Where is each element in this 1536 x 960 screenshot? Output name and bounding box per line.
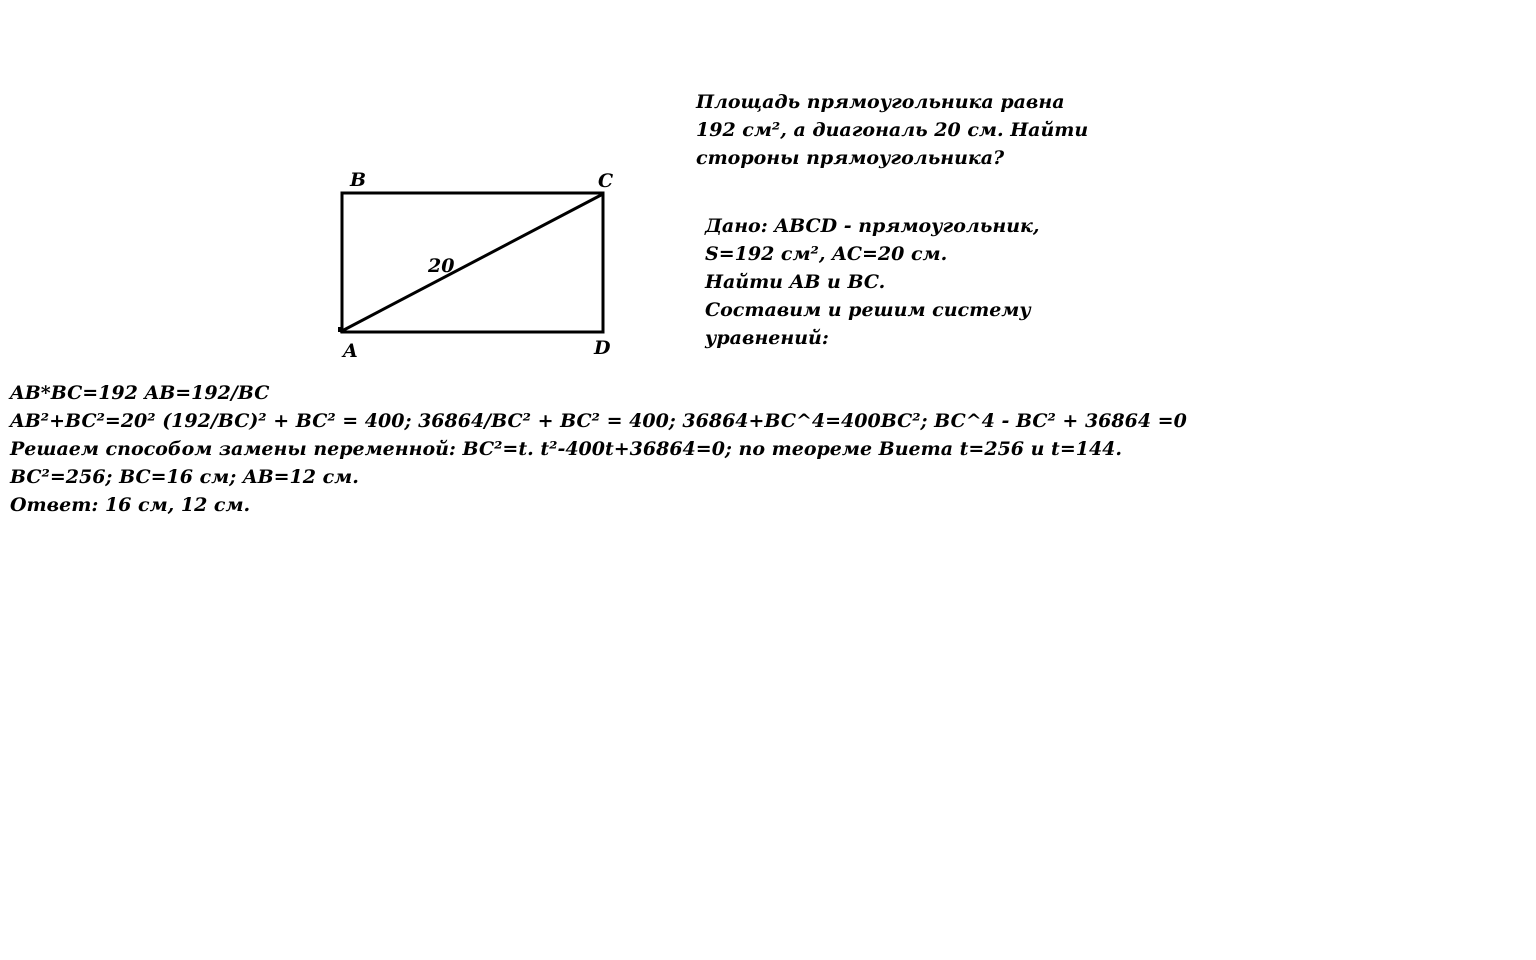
problem-statement xyxy=(696,88,1088,172)
vertex-label-d: D xyxy=(594,337,611,359)
problem-line: стороны прямоугольника? xyxy=(696,147,1005,169)
given-line: Найти AB и BC. xyxy=(705,271,886,293)
given-line: Составим и решим систему xyxy=(705,299,1031,321)
problem-line: Площадь прямоугольника равна xyxy=(696,91,1065,113)
given-block xyxy=(705,212,1040,352)
solution-block xyxy=(10,379,1187,519)
given-line: S=192 см², AC=20 см. xyxy=(705,243,948,265)
problem-line: 192 см², а диагональ 20 см. Найти xyxy=(696,119,1089,141)
solution-line: BC²=256; BC=16 см; AB=12 см. xyxy=(10,466,359,488)
vertex-a-mark xyxy=(338,327,343,332)
answer-line: Ответ: 16 см, 12 см. xyxy=(10,494,251,516)
vertex-label-c: C xyxy=(598,170,614,192)
solution-line: AB*BC=192 AB=192/BC xyxy=(10,382,270,404)
vertex-label-a: A xyxy=(343,340,358,362)
given-line: Дано: ABCD - прямоугольник, xyxy=(705,215,1040,237)
solution-line: AB²+BC²=20² (192/BC)² + BC² = 400; 36864/BC² + BC² = 400; 36864+BC^4=400BC²; BC^4 - BC² + 36864 =0 xyxy=(10,410,1187,432)
given-line: уравнений: xyxy=(705,327,829,349)
diagonal-ac xyxy=(340,194,603,332)
solution-line: Решаем способом замены переменной: BC²=t. t²-400t+36864=0; по теореме Виета t=256 и t=144. xyxy=(10,438,1123,460)
diagonal-length-label: 20 xyxy=(428,255,455,277)
vertex-label-b: B xyxy=(350,169,367,191)
